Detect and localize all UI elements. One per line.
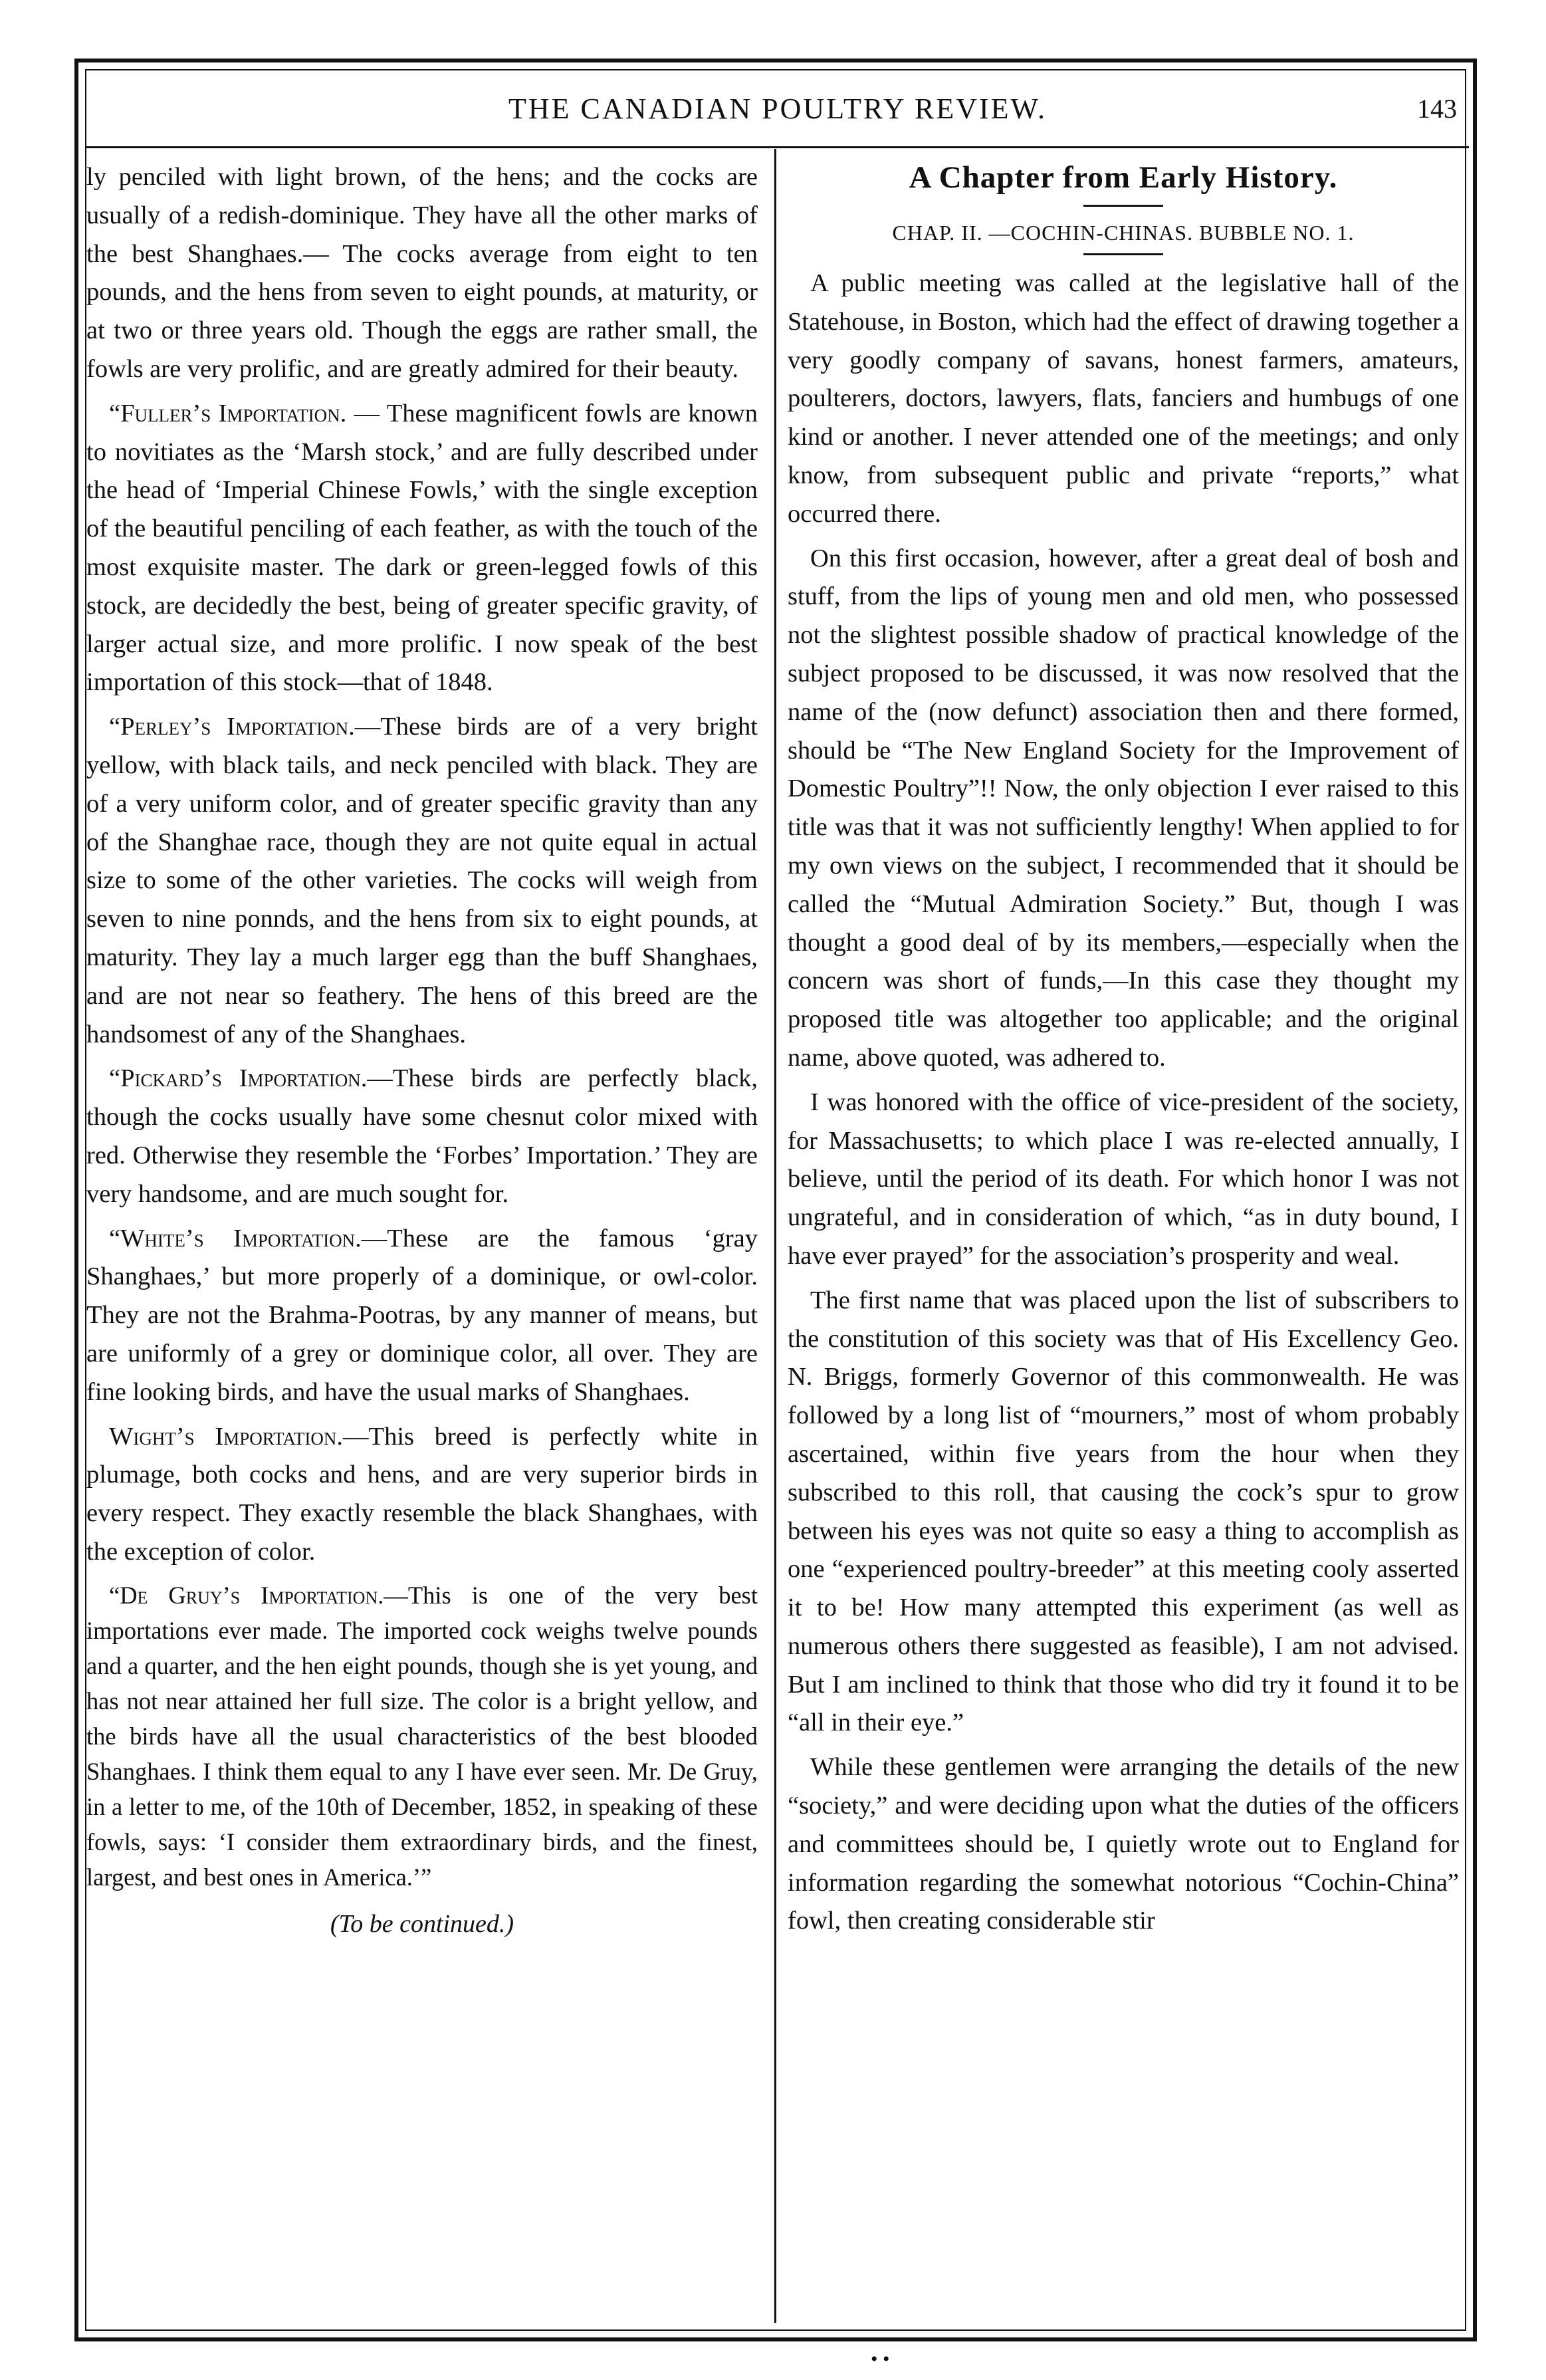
- paragraph-degruy: “De Gruy’s Importation.—This is one of the very best importations ever made. The imported cock weighs twelve pounds and a quarter, and the hen eight pounds, though she is yet young, and has not near attained her full size. The color is a bright yellow, and the birds have all the usual characteristics of the best blooded Shanghaes. I think them equal to any I have ever seen. Mr. De Gruy, in a letter to me, of the 10th of December, 1852, in speaking of these fowls, says: ‘I consider them extraordinary birds, and the finest, largest, and best ones in America.’”: [86, 1581, 758, 1891]
- running-header: [86, 78, 1469, 152]
- paragraph: I was honored with the office of vice-president of the society, for Massachusetts; to which place I was re-elected annually, I believe, until the period of its death. For which honor I was not ungrateful, and in consideration of which, “as in duty bound, I have ever prayed” for the association’s prosperity and weal.: [788, 1088, 1459, 1270]
- article-title: A Chapter from Early History.: [909, 160, 1338, 195]
- title-rule: [1083, 205, 1163, 207]
- paragraph-white-body: These are the famous ‘gray Shanghaes,’ but more properly of a dominique, or owl-color. They are not the Brahma-Pootras, by any manner of means, but are uniformly of a grey or dominique color, all over. They are fine looking birds, and have the usual marks of Shanghaes.: [86, 1224, 758, 1406]
- header-rule: [86, 146, 1469, 148]
- footer-mark: • •: [871, 2348, 890, 2370]
- paragraph-wight: Wight’s Importation.—This breed is perfectly white in plumage, both cocks and hens, and are very superior birds in every respect. They exactly resemble the black Shanghaes, with the exception of color.: [86, 1422, 758, 1566]
- paragraph-degruy-body: This is one of the very best importations ever made. The imported cock weighs twelve pounds and a quarter, and the hen eight pounds, though she is yet young, and has not near attained her full size. The color is a bright yellow, and the birds have all the usual characteristics of the best blooded Shanghaes. I think them equal to any I have ever seen. Mr. De Gruy, in a letter to me, of the 10th of December, 1852, in speaking of these fowls, says: ‘I consider them extraordinary birds, and the finest, largest, and best ones in America.’”: [86, 1581, 758, 1891]
- paragraph-perley-body: These birds are of a very bright yellow, with black tails, and neck penciled with black. They are of a very uniform color, and of greater specific gravity than any of the Shanghae race, though they are not quite equal in actual size to some of the other varieties. The cocks will weigh from seven to nine ponnds, and the hens from six to eight pounds, at maturity. They lay a much larger egg than the buff Shanghaes, and are not near so feathery. The hens of this breed are the handsomest of any of the Shanghaes.: [86, 713, 758, 1048]
- paragraph-fuller-body: These magnificent fowls are known to novitiates as the ‘Marsh stock,’ and are fully described under the head of ‘Imperial Chinese Fowls,’ with the single exception of the beautiful penciling of each feather, as with the touch of the most exquisite master. The dark or green-legged fowls of this stock, are decidedly the best, being of greater specific gravity, of larger actual size, and more prolific. I now speak of the best importation of this stock—that of 1848.: [86, 399, 758, 697]
- paragraph: A public meeting was called at the legislative hall of the Statehouse, in Boston, which had the effect of drawing together a very goodly company of savans, honest farmers, amateurs, poulterers, doctors, lawyers, flats, fanciers and humbugs of one kind or another. I never attended one of the meetings; and only know, from subsequent public and private “reports,” what occurred there.: [788, 269, 1459, 528]
- right-column: [788, 158, 1459, 1947]
- paragraph-fuller: “Fuller’s Importation. — These magnificent fowls are known to novitiates as the ‘Marsh stock,’ and are fully described under the head of ‘Imperial Chinese Fowls,’ with the single exception of the beautiful penciling of each feather, as with the touch of the most exquisite master. The dark or green-legged fowls of this stock, are decidedly the best, being of greater specific gravity, of larger actual size, and more prolific. I now speak of the best importation of this stock—that of 1848.: [86, 399, 758, 697]
- paragraph-pickard-body: These birds are perfectly black, though the cocks usually have some chesnut color mixed with red. Otherwise they resemble the ‘Forbes’ Importation.’ They are very handsome, and are much sought for.: [86, 1064, 758, 1208]
- subtitle-rule: [1083, 253, 1163, 255]
- heading-white: White’s Importation.: [120, 1224, 362, 1252]
- heading-perley: Perley’s Importation.: [120, 713, 355, 741]
- paragraph-continued: ly penciled with light brown, of the hens; and the cocks are usually of a redish-dominique. They have all the other marks of the best Shanghaes.— The cocks average from eight to ten pounds, and the hens from seven to eight pounds, at maturity, or at two or three years old. Though the eggs are rather small, the fowls are very prolific, and are greatly admired for their beauty.: [86, 163, 758, 383]
- heading-pickard: Pickard’s Importation.: [120, 1064, 368, 1093]
- paragraph-pickard: “Pickard’s Importation.—These birds are perfectly black, though the cocks usually have some chesnut color mixed with red. Otherwise they resemble the ‘Forbes’ Importation.’ They are very handsome, and are much sought for.: [86, 1064, 758, 1208]
- column-rule: [774, 149, 776, 2323]
- heading-wight: Wight’s Importation.: [109, 1422, 344, 1451]
- to-be-continued: (To be continued.): [330, 1909, 514, 1938]
- paragraph-white: “White’s Importation.—These are the famous ‘gray Shanghaes,’ but more properly of a dominique, or owl-color. They are not the Brahma-Pootras, by any manner of means, but are uniformly of a grey or dominique color, all over. They are fine looking birds, and have the usual marks of Shanghaes.: [86, 1224, 758, 1406]
- paragraph: The first name that was placed upon the list of subscribers to the constitution of this society was that of His Excellency Geo. N. Briggs, formerly Governor of this commonwealth. He was followed by a long list of “mourners,” most of whom probably ascertained, within five years from the hour when they subscribed to this roll, that causing the cock’s spur to grow between his eyes was not quite so easy a thing to accomplish as one “experienced poultry-breeder” at this meeting cooly asserted it to be! How many attempted this experiment (as well as numerous others there suggested as feasible), I am not advised. But I am inclined to think that those who did try it found it to be “all in their eye.”: [788, 1286, 1459, 1737]
- chapter-subtitle: CHAP. II. —COCHIN-CHINAS. BUBBLE NO. 1.: [892, 221, 1355, 245]
- paragraph-wight-body: This breed is perfectly white in plumage, both cocks and hens, and are very superior birds in every respect. They exactly resemble the black Shanghaes, with the exception of color.: [86, 1422, 758, 1566]
- heading-fuller: Fuller’s Importation.: [120, 399, 347, 427]
- heading-degruy: De Gruy’s Importation.: [120, 1581, 384, 1609]
- paragraph: While these gentlemen were arranging the details of the new “society,” and were deciding upon what the duties of the officers and committees should be, I quietly wrote out to England for information regarding the somewhat notorious “Cochin-China” fowl, then creating considerable stir: [788, 1753, 1459, 1935]
- paragraph: On this first occasion, however, after a great deal of bosh and stuff, from the lips of young men and old men, who possessed not the slightest possible shadow of practical knowledge of the subject proposed to be discussed, it was now resolved that the name of the (now defunct) association then and there formed, should be “The New England Society for the Improvement of Domestic Poultry”!! Now, the only objection I ever raised to this title was that it was not sufficiently lengthy! When applied to for my own views on the subject, I recommended that it should be called the “Mutual Admiration Society.” But, though I was thought a good deal of by its members,—especially when the concern was short of funds,—In this case they thought my proposed title was altogether too applicable; and the original name, above quoted, was adhered to.: [788, 544, 1459, 1072]
- page-number: 143: [1417, 94, 1457, 124]
- paragraph-perley: “Perley’s Importation.—These birds are of a very bright yellow, with black tails, and neck penciled with black. They are of a very uniform color, and of greater specific gravity than any of the Shanghae race, though they are not quite equal in actual size to some of the other varieties. The cocks will weigh from seven to nine ponnds, and the hens from six to eight pounds, at maturity. They lay a much larger egg than the buff Shanghaes, and are not near so feathery. The hens of this breed are the handsomest of any of the Shanghaes.: [86, 713, 758, 1048]
- journal-title: THE CANADIAN POULTRY REVIEW.: [508, 92, 1047, 125]
- left-column: [86, 158, 758, 1949]
